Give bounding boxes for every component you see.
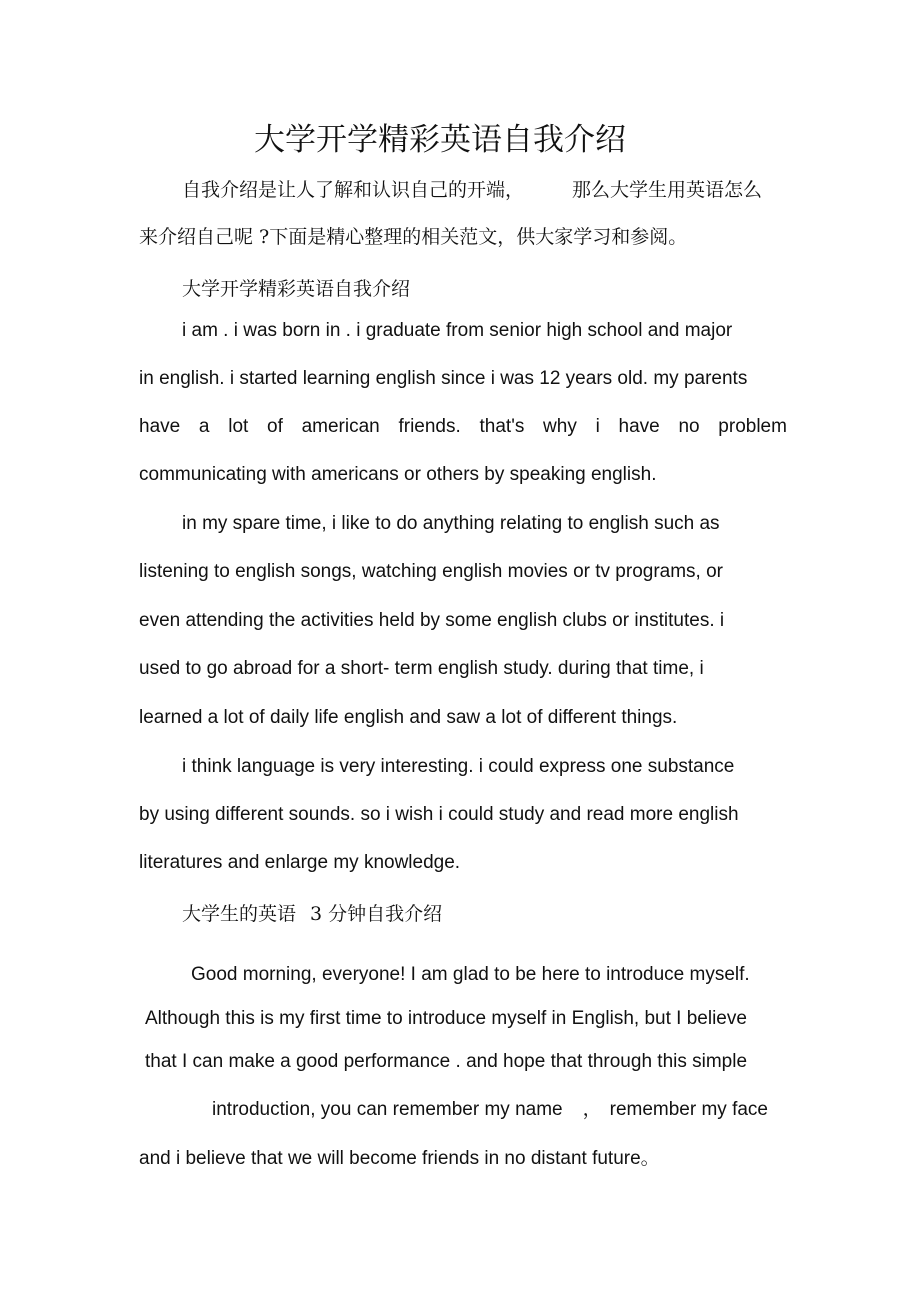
- p1-word: problem: [718, 416, 787, 437]
- section-2-heading-part-1: 大学生的英语: [182, 903, 297, 925]
- section-2-heading-part-2: 3 分钟自我介绍: [310, 903, 443, 925]
- p2-line-5: learned a lot of daily life english and saw a lot of different things.: [139, 707, 678, 728]
- p3-line-2: by using different sounds. so i wish i could study and read more english: [139, 804, 739, 825]
- intro-part-1: 自我介绍是让人了解和认识自己的开端，: [182, 179, 525, 201]
- intro-line-2: 来介绍自己呢 ?下面是精心整理的相关范文，供大家学习和参阅。: [139, 226, 688, 248]
- p1-word: why: [543, 416, 577, 437]
- p4-line-5: and i believe that we will become friends in no distant future。: [139, 1148, 660, 1169]
- p4-line-4-comma: ，: [582, 1099, 602, 1120]
- section-1-heading: 大学开学精彩英语自我介绍: [182, 278, 411, 300]
- p4-line-4-part-2: remember my face: [609, 1099, 768, 1120]
- p2-line-4: used to go abroad for a short- term english study. during that time, i: [139, 658, 704, 679]
- p2-line-1: in my spare time, i like to do anything relating to english such as: [182, 513, 720, 534]
- p4-line-2: Although this is my first time to introduce myself in English, but I believe: [145, 1008, 747, 1029]
- p1-line-4: communicating with americans or others by speaking english.: [139, 464, 657, 485]
- p4-line-3: that I can make a good performance . and hope that through this simple: [145, 1051, 748, 1072]
- p1-word: of: [267, 416, 283, 437]
- p1-word: i: [595, 416, 600, 437]
- p1-line-2: in english. i started learning english since i was 12 years old. my parents: [139, 368, 748, 389]
- p4-line-1: Good morning, everyone! I am glad to be here to introduce myself.: [191, 964, 750, 985]
- p1-word: friends.: [398, 416, 461, 437]
- p1-word: no: [678, 416, 700, 437]
- document-title: 大学开学精彩英语自我介绍: [254, 122, 626, 158]
- p1-word: have: [139, 416, 181, 437]
- intro-line-1: [182, 175, 762, 202]
- p2-line-3: even attending the activities held by some english clubs or institutes. i: [139, 610, 725, 631]
- p4-line-4-part-1: introduction, you can remember my name: [212, 1099, 563, 1120]
- p1-word: have: [618, 416, 660, 437]
- p3-line-1: i think language is very interesting. i could express one substance: [182, 756, 735, 777]
- p1-line-3: [139, 416, 787, 438]
- p3-line-3: literatures and enlarge my knowledge.: [139, 852, 461, 873]
- p2-line-2: listening to english songs, watching english movies or tv programs, or: [139, 561, 724, 582]
- p1-word: a: [198, 416, 210, 437]
- section-2-heading: [182, 899, 442, 926]
- p1-word: lot: [228, 416, 249, 437]
- intro-part-2: 那么大学生用英语怎么: [571, 179, 762, 201]
- p1-line-1: i am . i was born in . i graduate from senior high school and major: [182, 320, 733, 341]
- p1-word: american: [301, 416, 380, 437]
- p4-line-4: [212, 1094, 768, 1121]
- p1-word: that's: [479, 416, 525, 437]
